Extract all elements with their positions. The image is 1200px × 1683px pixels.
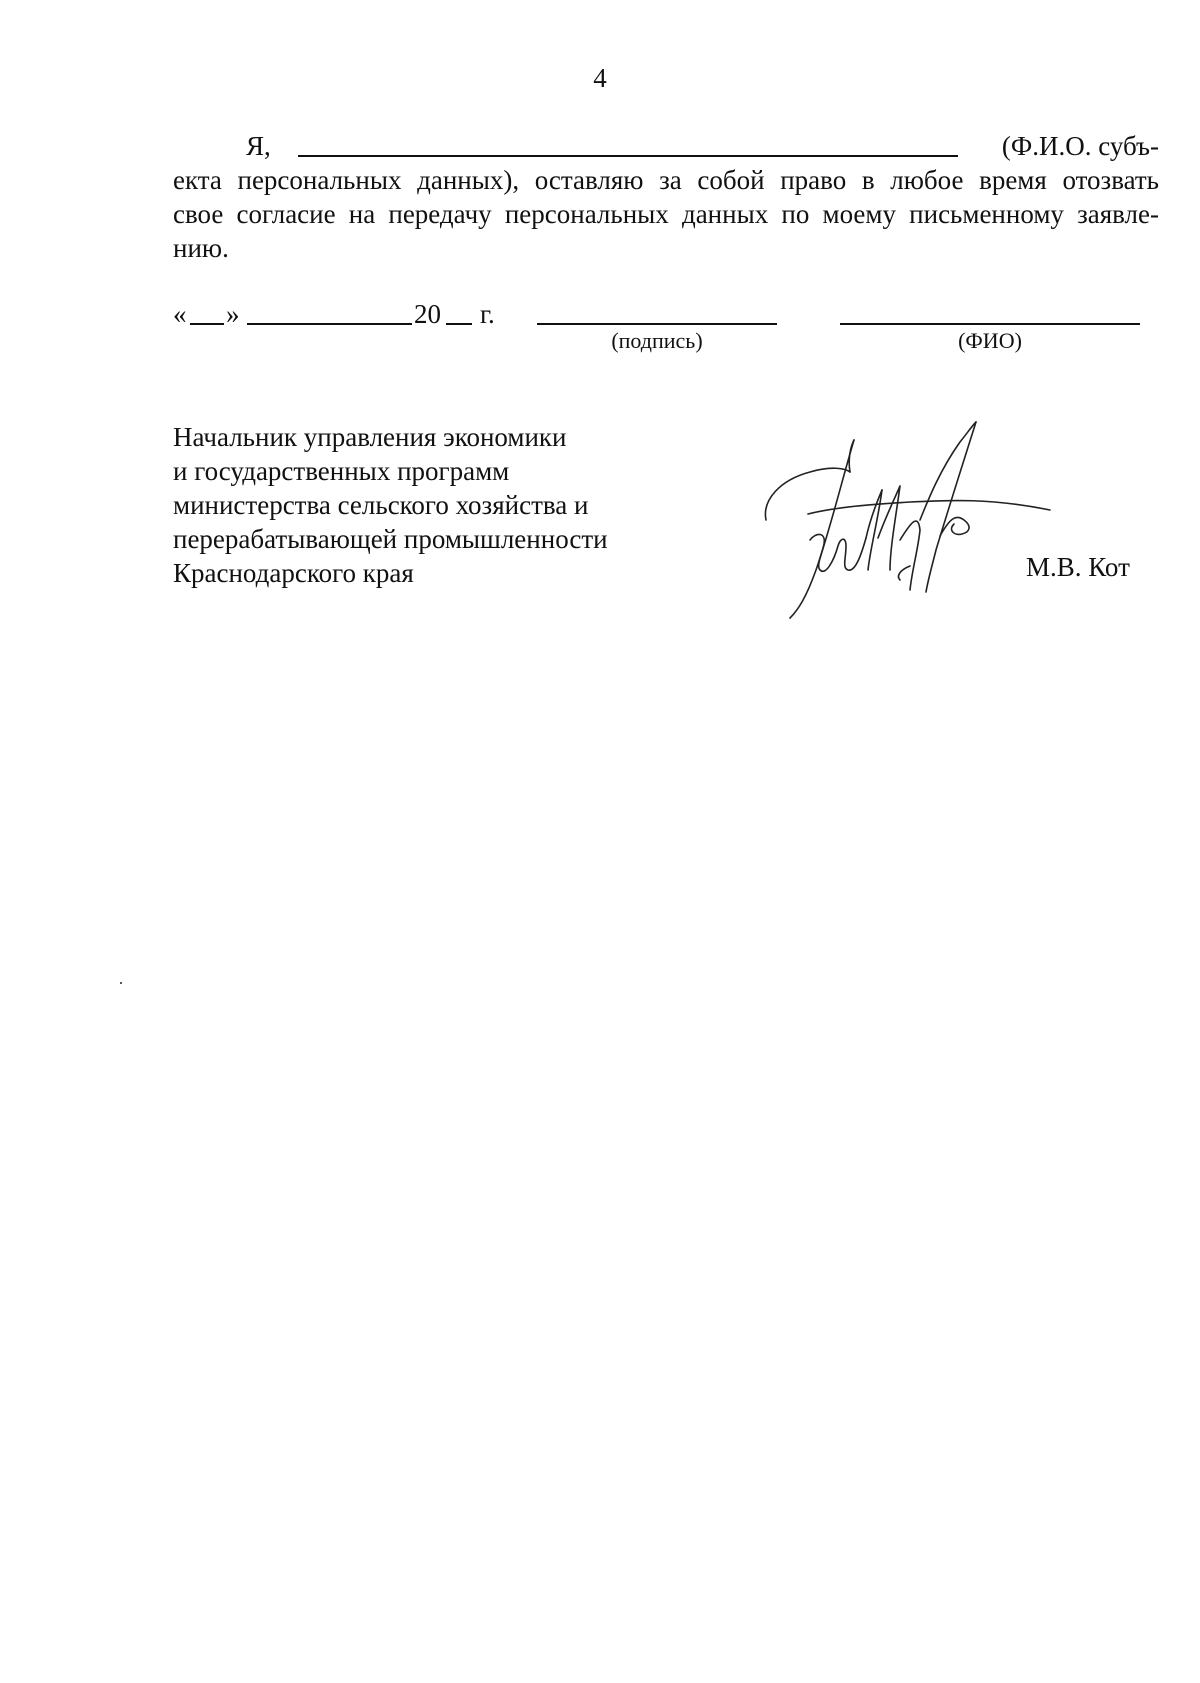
signatory-position xyxy=(173,420,608,590)
year-blank xyxy=(446,323,472,325)
date-quote-close: » xyxy=(226,299,240,329)
handwritten-signature xyxy=(750,420,1080,620)
consent-line4: нию. xyxy=(173,233,229,263)
consent-line3: свое согласие на передачу персональных данных по моему письменному заявле- xyxy=(173,199,1159,229)
consent-line1-end: (Ф.И.О. субъ- xyxy=(1001,131,1159,161)
consent-line1-start: Я, xyxy=(246,131,271,161)
scan-speck xyxy=(120,982,122,984)
position-line: министерства сельского хозяйства и xyxy=(173,490,589,520)
position-line: и государственных программ xyxy=(173,456,510,486)
fio-caption: (ФИО) xyxy=(958,328,1022,353)
page-number: 4 xyxy=(593,63,607,93)
fio-blank xyxy=(840,323,1140,325)
consent-line2: екта персональных данных), оставляю за собой право в любое время отозвать xyxy=(173,165,1159,195)
year-suffix: г. xyxy=(480,299,495,329)
signatory-name: М.В. Кот xyxy=(1026,552,1130,582)
day-blank xyxy=(190,323,224,325)
subject-name-blank xyxy=(298,155,958,157)
signature-caption: (подпись) xyxy=(611,328,703,353)
signature-blank xyxy=(537,323,777,325)
date-quote-open: « xyxy=(173,299,187,329)
position-line: перерабатывающей промышленности xyxy=(173,524,608,554)
position-line: Краснодарского края xyxy=(173,558,414,588)
position-line: Начальник управления экономики xyxy=(173,422,567,452)
year-prefix: 20 xyxy=(414,299,441,329)
month-blank xyxy=(247,323,412,325)
